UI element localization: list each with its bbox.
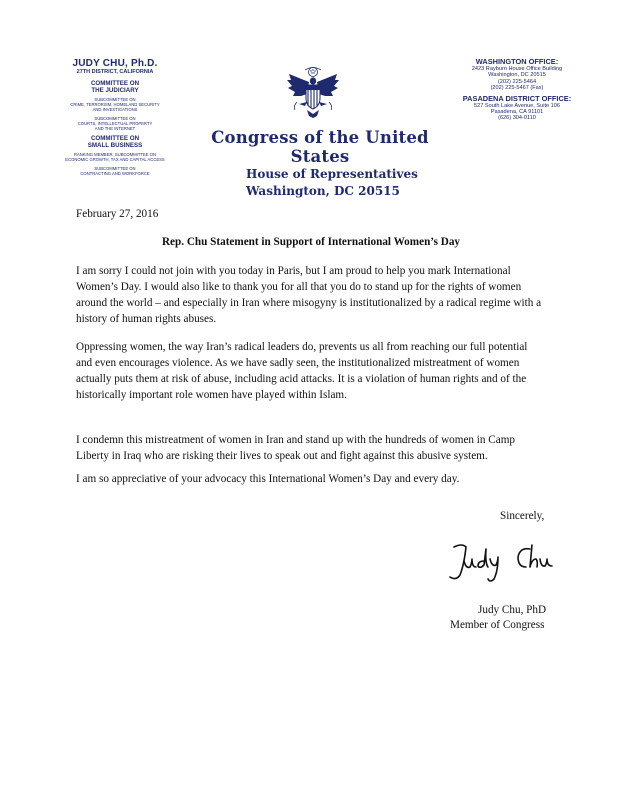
committee-judiciary-title: COMMITTEE ON THE JUDICIARY <box>90 80 140 94</box>
letter-paragraph: Oppressing women, the way Iran’s radical leaders do, prevents us all from reaching our full potential and even encourages violence. As we have sadly seen, the institutionalized mistreatment of women actually puts them at risk of abuse, including acid attacks. It is a violation of human rights and of the historically important role women have played within Islam. <box>76 341 528 401</box>
pasadena-office-label: PASADENA DISTRICT OFFICE: <box>462 93 572 103</box>
house-title: House of Representatives <box>246 167 418 181</box>
letter-paragraph: I am sorry I could not join with you today in Paris, but I am proud to help you mark International Women’s Day. I would also like to thank you for all that you do to stand up for the rights of women around the world – and especially in Iran where misogyny is institutionalized by a radical regime with a history of human rights abuses. <box>76 265 542 325</box>
subcommittee-contracting: SUBCOMMITTEE ON CONTRACTING AND WORKFORCE <box>80 165 150 176</box>
signer-name: Judy Chu, PhD <box>478 604 547 616</box>
member-name: JUDY CHU, Ph.D. <box>72 58 158 69</box>
letter-date: February 27, 2016 <box>76 208 159 220</box>
letterhead-left-column <box>50 58 180 176</box>
pasadena-office-address: 527 South Lake Avenue, Suite 106 Pasadena, CA 91101 (626) 304-0110 <box>473 102 561 122</box>
signer-title: Member of Congress <box>450 619 545 631</box>
handwritten-signature <box>440 535 580 585</box>
subcommittee-courts: SUBCOMMITTEE ON COURTS, INTELLECTUAL PROPERTY AND THE INTERNET <box>77 115 153 132</box>
great-seal-eagle-icon <box>285 66 341 124</box>
washington-title: Washington, DC 20515 <box>246 184 400 198</box>
letter-heading: Rep. Chu Statement in Support of International Women’s Day <box>161 236 461 248</box>
letter-paragraph: I condemn this mistreatment of women in Iran and stand up with the hundreds of women in Camp Liberty in Iraq who are risking their lives to speak out and fight against this abusive system. <box>76 434 516 462</box>
washington-office-label: WASHINGTON OFFICE: <box>475 57 559 66</box>
congress-title: Congress of the United States <box>211 128 429 166</box>
committee-small-business-title: COMMITTEE ON SMALL BUSINESS <box>87 135 143 150</box>
subcommittee-crime: SUBCOMMITTEE ON CRIME, TERRORISM, HOMELAND SECURITY AND INVESTIGATIONS <box>70 97 160 113</box>
letter-closing: Sincerely, <box>500 510 545 522</box>
subcommittee-economic-growth: RANKING MEMBER, SUBCOMMITTEE ON ECONOMIC GROWTH, TAX AND CAPITAL ACCESS <box>65 152 165 163</box>
congress-title-block <box>190 128 450 200</box>
washington-office-address: 2423 Rayburn House Office Building Washington, DC 20515 (202) 225-5464 (202) 225-5467 (Fax) <box>471 66 563 92</box>
letter-paragraph: I am so appreciative of your advocacy this International Women’s Day and every day. <box>76 473 460 485</box>
letterhead-right-column <box>438 58 596 122</box>
member-district: 27TH DISTRICT, CALIFORNIA <box>76 69 154 75</box>
